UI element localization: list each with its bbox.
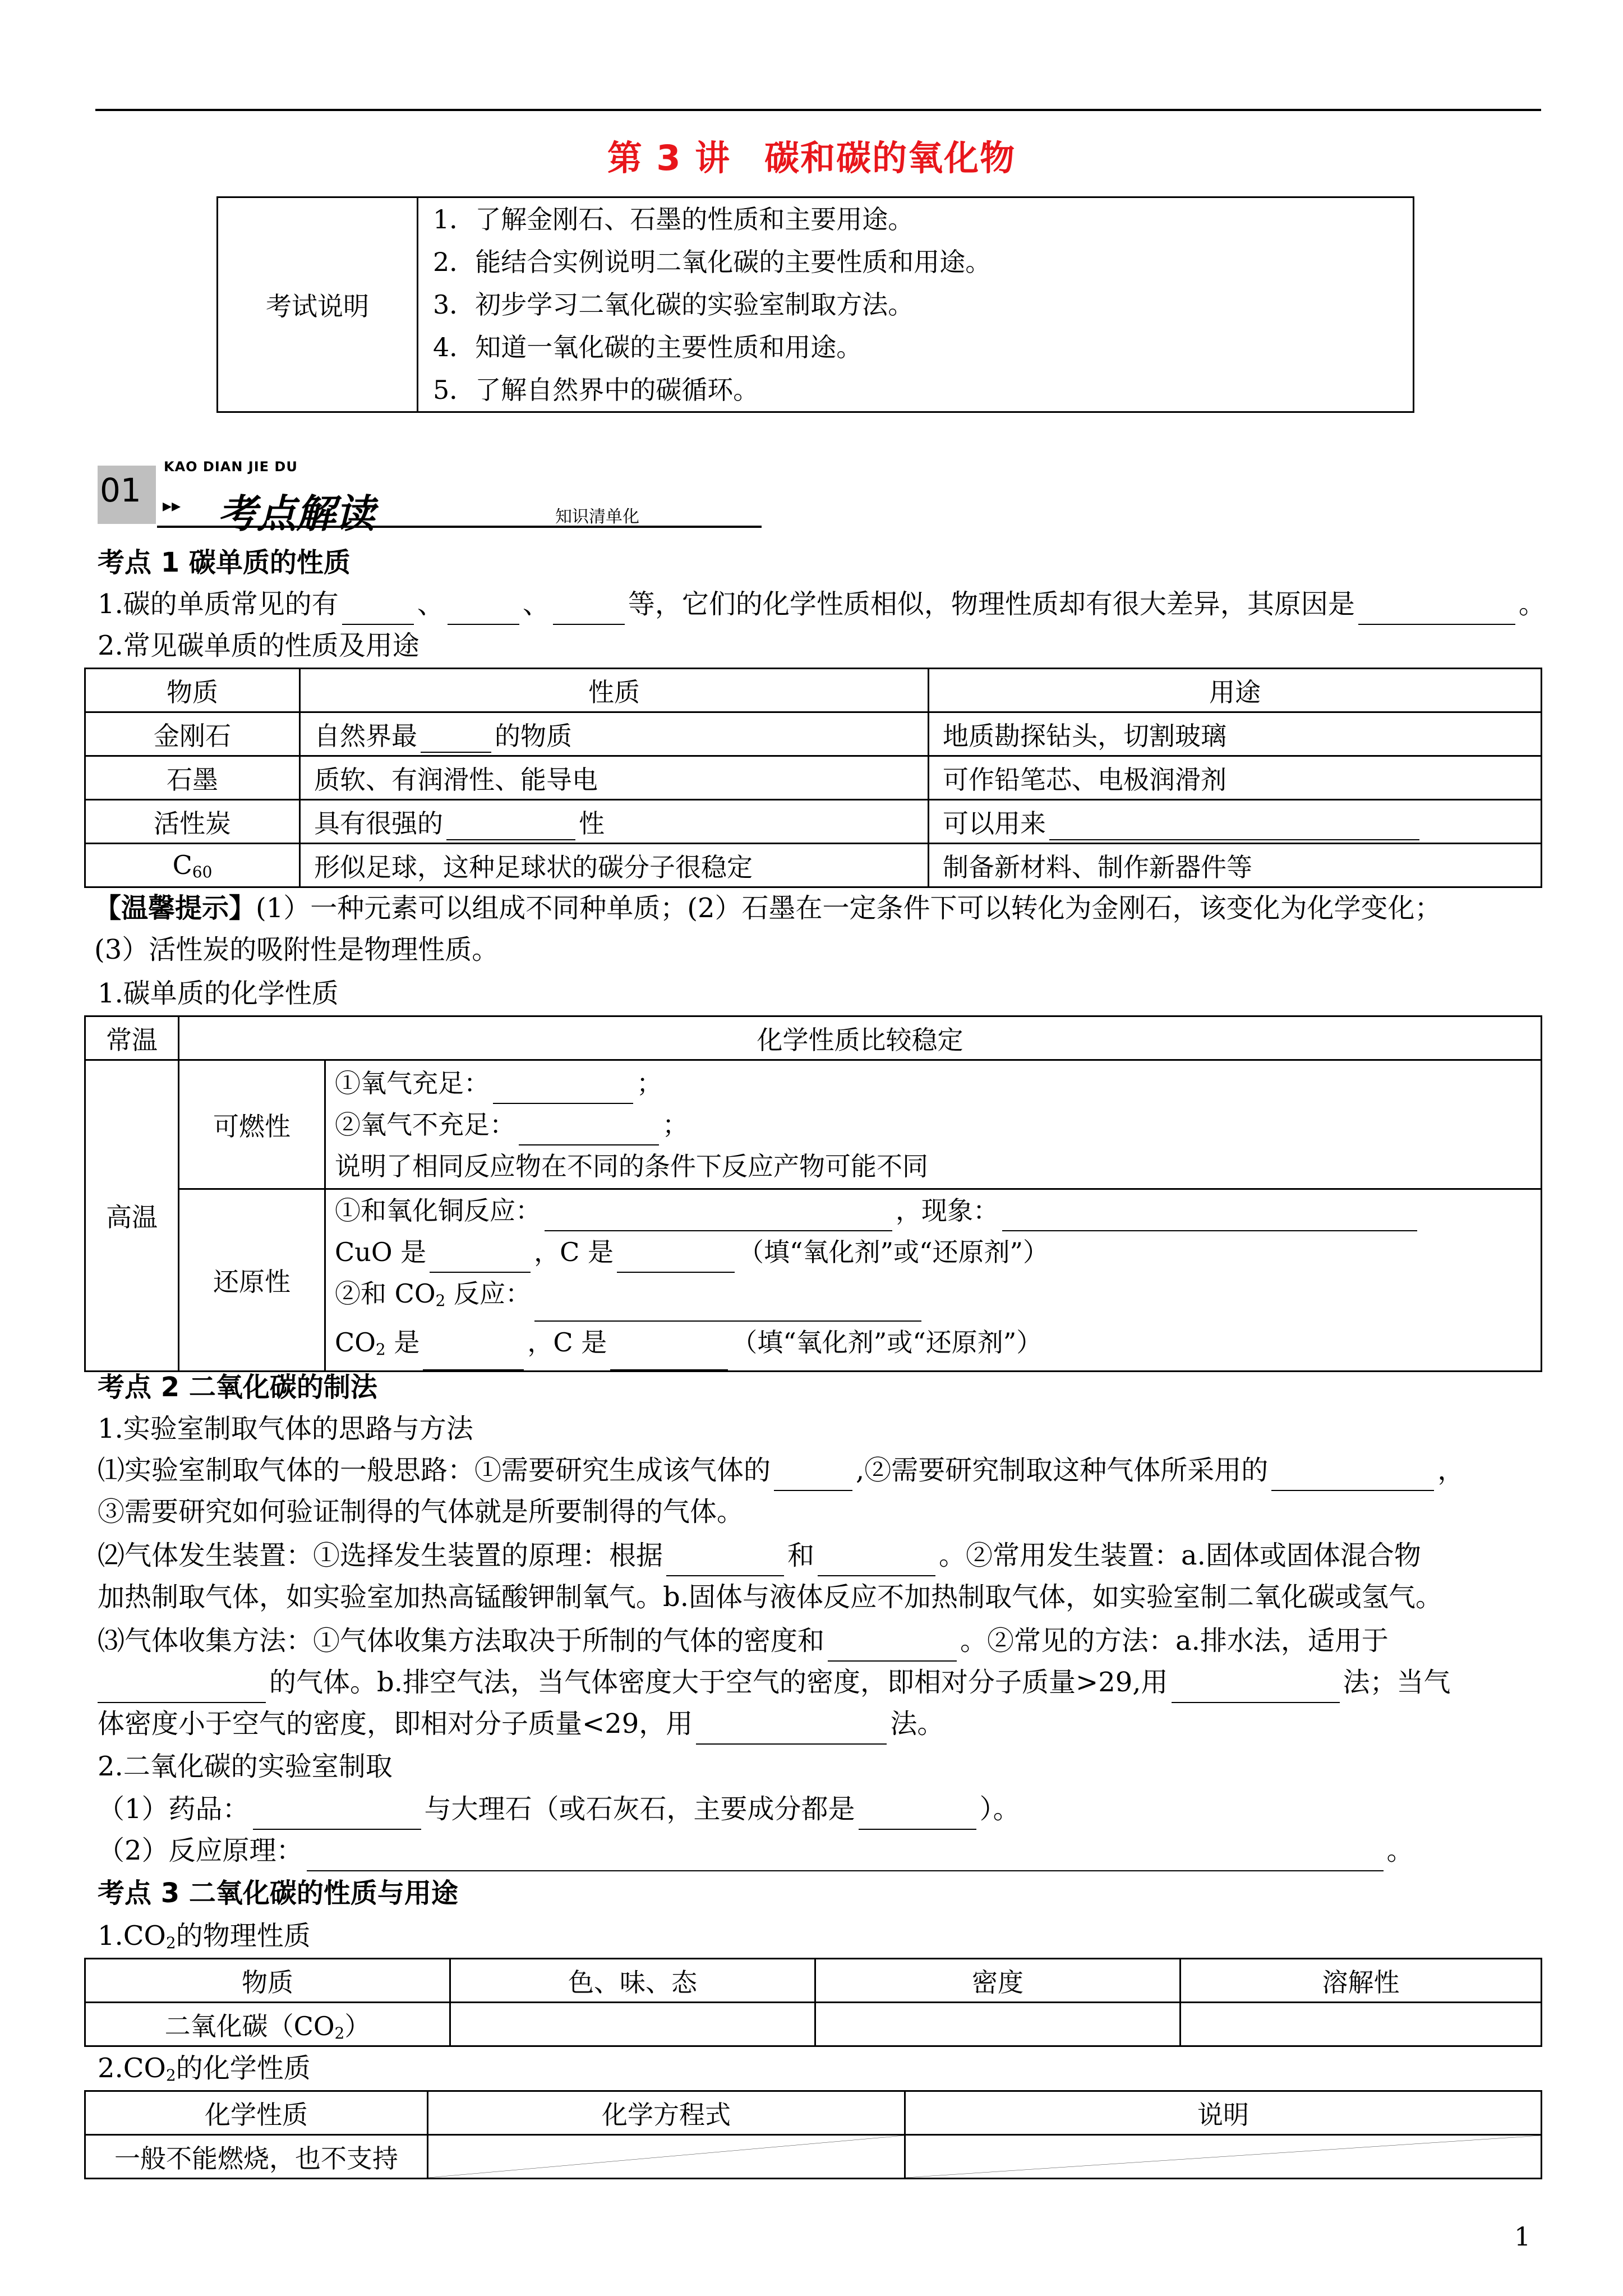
section-subtitle: 知识清单化 (555, 507, 639, 527)
blank[interactable] (98, 1675, 266, 1703)
cell-use: 制备新材料、制作新器件等 (929, 844, 1542, 887)
text: 1.CO (98, 1920, 166, 1952)
k2-d2 (98, 1830, 1414, 1871)
text: CuO 是 (335, 1237, 427, 1267)
text: 性 (579, 808, 605, 839)
th-substance: 物质 (85, 669, 300, 712)
text: C (172, 849, 192, 880)
k1-tip (94, 887, 1442, 929)
cell-normal-temp: 常温 (85, 1016, 179, 1060)
k2-p1-cont: ③需要研究如何验证制得的气体就是所要制得的气体。 (98, 1496, 744, 1527)
diagonal-line (906, 2136, 1541, 2178)
blank[interactable] (553, 597, 625, 625)
blank[interactable] (534, 1294, 921, 1322)
k2-p2 (98, 1535, 1421, 1576)
cell-reducibility: 还原性 (179, 1189, 325, 1372)
section-title: 考点解读 (218, 491, 375, 537)
text: 1.碳的单质常见的有 (98, 588, 339, 620)
th-solubility: 溶解性 (1181, 1959, 1542, 2003)
blank[interactable] (430, 1245, 531, 1273)
cell-substance: 活性炭 (85, 800, 300, 844)
blank[interactable] (617, 1245, 735, 1273)
th-substance: 物质 (85, 1959, 450, 2003)
table-row (85, 2003, 1542, 2046)
text: 具有很强的 (314, 808, 443, 839)
th-density: 密度 (815, 1959, 1181, 2003)
text: （填“氧化剂”或“还原剂”） (731, 1327, 1043, 1358)
section-number: 01 (100, 471, 141, 509)
cell-substance: 石墨 (85, 756, 300, 800)
text: 法。 (890, 1708, 944, 1740)
cell-co2 (85, 2003, 450, 2046)
table-row (85, 844, 1542, 887)
text: 的物理性质 (176, 1920, 311, 1952)
cell-high-temp: 高温 (85, 1060, 179, 1372)
k3-line1 (98, 1915, 311, 1964)
title-topic: 碳和碳的氧化物 (764, 137, 1016, 178)
k2-line2: 2.二氧化碳的实验室制取 (98, 1751, 393, 1782)
cell-property (300, 800, 929, 844)
reduce-line (335, 1322, 1527, 1370)
k2-p2-cont: 加热制取气体，如实验室加热高锰酸钾制氧气。b.固体与液体反应不加热制取气体，如实验室制二氧化碳或氢气。 (98, 1581, 1442, 1613)
cell-normal-desc: 化学性质比较稳定 (179, 1016, 1542, 1060)
blank[interactable] (696, 1717, 887, 1745)
text: ⑶气体收集方法：①气体收集方法取决于所制的气体的密度和 (98, 1625, 825, 1657)
exam-item: 1．了解金刚石、石墨的性质和主要用途。 (433, 204, 914, 234)
blank[interactable] (1271, 1463, 1434, 1491)
cell-substance (85, 844, 300, 887)
text: ； (662, 1109, 688, 1140)
text: ，现象： (896, 1195, 999, 1226)
text: 等，它们的化学性质相似，物理性质却有很大差异，其原因是 (628, 588, 1355, 620)
text: 自然界最 (314, 720, 417, 751)
text: 。 (1386, 1835, 1414, 1866)
th-equation: 化学方程式 (428, 2091, 905, 2135)
text: ⑴实验室制取气体的一般思路：①需要研究生成该气体的 (98, 1455, 771, 1486)
text: 二氧化碳（CO (164, 2010, 335, 2041)
text: （2）反应原理： (98, 1835, 303, 1866)
k1-line1 (98, 583, 1546, 625)
th-property: 性质 (300, 669, 929, 712)
combust-line (335, 1062, 1527, 1104)
diagonal-line (428, 2136, 904, 2178)
blank[interactable] (1172, 1675, 1340, 1703)
text: （填“氧化剂”或“还原剂”） (737, 1237, 1049, 1267)
text: 、 (522, 588, 550, 620)
text: 的化学性质 (176, 2053, 311, 2084)
blank[interactable] (307, 1843, 1384, 1871)
text: ）。 (979, 1793, 1020, 1825)
cell-reduce-detail (325, 1189, 1542, 1372)
text: 。②常见的方法：a.排水法，适用于 (960, 1625, 1389, 1657)
blank[interactable] (519, 1117, 659, 1145)
exam-item: 4．知道一氧化碳的主要性质和用途。 (433, 332, 863, 362)
text: ，C 是 (527, 1327, 607, 1358)
blank[interactable] (448, 597, 519, 625)
blank[interactable] (1358, 597, 1515, 625)
cell-blank[interactable] (450, 2003, 815, 2046)
blank[interactable] (545, 1203, 892, 1231)
text: ， (1437, 1455, 1465, 1486)
subscript: 2 (334, 2023, 345, 2042)
combust-line (335, 1104, 1527, 1145)
text: ； (637, 1068, 662, 1098)
exam-item: 5．了解自然界中的碳循环。 (433, 375, 759, 405)
subscript: 2 (375, 1340, 386, 1359)
text: ⑵气体发生装置：①选择发生装置的原理：根据 (98, 1540, 663, 1571)
section-pinyin: KAO DIAN JIE DU (164, 459, 298, 475)
k2-p3-cont2 (98, 1703, 944, 1745)
text: ②氧气不充足： (335, 1109, 515, 1140)
k3-line2 (98, 2047, 311, 2096)
exam-description-table (216, 196, 1414, 413)
table-row (85, 712, 1542, 756)
reduce-line (335, 1231, 1527, 1273)
cell-use: 可作铅笔芯、电极润滑剂 (929, 756, 1542, 800)
page-title (0, 130, 1623, 180)
text: 法；当气 (1343, 1667, 1451, 1698)
table-row (85, 756, 1542, 800)
cell-diagonal (905, 2135, 1542, 2179)
th-color-smell-state: 色、味、态 (450, 1959, 815, 2003)
blank[interactable] (421, 725, 491, 753)
k1-heading: 考点 1 碳单质的性质 (98, 547, 351, 578)
text: ） (344, 2010, 371, 2041)
k1-line3: 1.碳单质的化学性质 (98, 978, 339, 1009)
k2-p1 (98, 1450, 1464, 1491)
double-arrow-icon: ▸▸ (163, 495, 181, 516)
text: 2.CO (98, 2053, 166, 2084)
blank[interactable] (774, 1463, 852, 1491)
co2-chemical-table (84, 2090, 1542, 2179)
text: 、 (417, 588, 444, 620)
text: (1）一种元素可以组成不同种单质；(2）石墨在一定条件下可以转化为金刚石，该变化为化学变化； (256, 892, 1442, 924)
reduce-line (335, 1190, 1527, 1231)
k1-tip-cont: (3）活性炭的吸附性是物理性质。 (94, 934, 499, 965)
k1-line2: 2.常见碳单质的性质及用途 (98, 630, 419, 661)
text: （1）药品： (98, 1793, 250, 1825)
k2-p3 (98, 1620, 1389, 1662)
text: ，C 是 (534, 1237, 614, 1267)
cell-blank[interactable] (1181, 2003, 1542, 2046)
text: ①和氧化铜反应： (335, 1195, 541, 1226)
text: CO (335, 1327, 376, 1358)
blank[interactable] (1002, 1203, 1417, 1231)
co2-physical-table (84, 1958, 1542, 2047)
text: ,②需要研究制取这种气体所采用的 (856, 1455, 1269, 1486)
cell-blank[interactable] (815, 2003, 1181, 2046)
text: 的气体。b.排空气法，当气体密度大于空气的密度，即相对分子质量>29,用 (269, 1667, 1168, 1698)
exam-item: 3．初步学习二氧化碳的实验室制取方法。 (433, 289, 914, 320)
text: 反应： (445, 1278, 531, 1309)
tip-label: 【温馨提示】 (94, 892, 256, 924)
reduce-line (335, 1273, 1527, 1322)
cell-property: 形似足球，这种足球状的碳分子很稳定 (300, 844, 929, 887)
subscript: 2 (435, 1291, 446, 1310)
table-row (85, 800, 1542, 844)
blank[interactable] (493, 1076, 633, 1104)
blank[interactable] (666, 1548, 784, 1576)
text: 和 (787, 1540, 815, 1571)
blank[interactable] (1049, 812, 1419, 840)
blank[interactable] (828, 1634, 957, 1662)
cell-combust-detail (325, 1060, 1542, 1189)
blank[interactable] (446, 812, 575, 840)
subscript: 60 (192, 862, 213, 881)
cell-combustibility: 可燃性 (179, 1060, 325, 1189)
text: 与大理石（或石灰石，主要成分都是 (424, 1793, 855, 1825)
k2-p3-cont (98, 1662, 1451, 1703)
text: ②和 CO (335, 1278, 436, 1309)
text: 。 (1518, 588, 1546, 620)
cell-use: 地质勘探钻头，切割玻璃 (929, 712, 1542, 756)
text: 体密度小于空气的密度，即相对分子质量<29，用 (98, 1708, 693, 1740)
cell-use (929, 800, 1542, 844)
blank[interactable] (859, 1802, 976, 1830)
combust-line: 说明了相同反应物在不同的条件下反应产物可能不同 (335, 1151, 928, 1181)
text: 的物质 (495, 720, 572, 751)
top-rule (95, 109, 1541, 111)
blank[interactable] (610, 1342, 728, 1370)
k2-d1 (98, 1788, 1020, 1830)
th-use: 用途 (929, 669, 1542, 712)
text: ①氧气充足： (335, 1068, 490, 1098)
blank[interactable] (423, 1342, 524, 1370)
k2-line1: 1.实验室制取气体的思路与方法 (98, 1413, 473, 1444)
subscript: 2 (165, 1934, 176, 1952)
k3-heading: 考点 3 二氧化碳的性质与用途 (98, 1878, 458, 1909)
section-rule (157, 526, 762, 528)
cell-property (300, 712, 929, 756)
page-number: 1 (1514, 2221, 1531, 2252)
exam-label: 考试说明 (218, 197, 418, 412)
blank[interactable] (253, 1802, 421, 1830)
k2-heading: 考点 2 二氧化碳的制法 (98, 1372, 377, 1403)
cell-substance: 金刚石 (85, 712, 300, 756)
text: 可以用来 (943, 808, 1046, 839)
title-lecture: 第 3 讲 (607, 137, 731, 178)
text: 是 (385, 1327, 420, 1358)
cell-diagonal (428, 2135, 905, 2179)
exam-item: 2．能结合实例说明二氧化碳的主要性质和用途。 (433, 247, 992, 277)
subscript: 2 (165, 2066, 176, 2085)
carbon-substances-table (84, 668, 1542, 888)
table-row (85, 2135, 1542, 2179)
cell-property: 质软、有润滑性、能导电 (300, 756, 929, 800)
exam-items (418, 197, 1414, 412)
text: 。②常用发生装置：a.固体或固体混合物 (939, 1540, 1421, 1571)
blank[interactable] (818, 1548, 935, 1576)
blank[interactable] (342, 597, 414, 625)
carbon-chem-table (84, 1015, 1542, 1372)
th-explanation: 说明 (905, 2091, 1542, 2135)
th-chem-property: 化学性质 (85, 2091, 428, 2135)
cell-chem-property: 一般不能燃烧，也不支持 (85, 2135, 428, 2179)
